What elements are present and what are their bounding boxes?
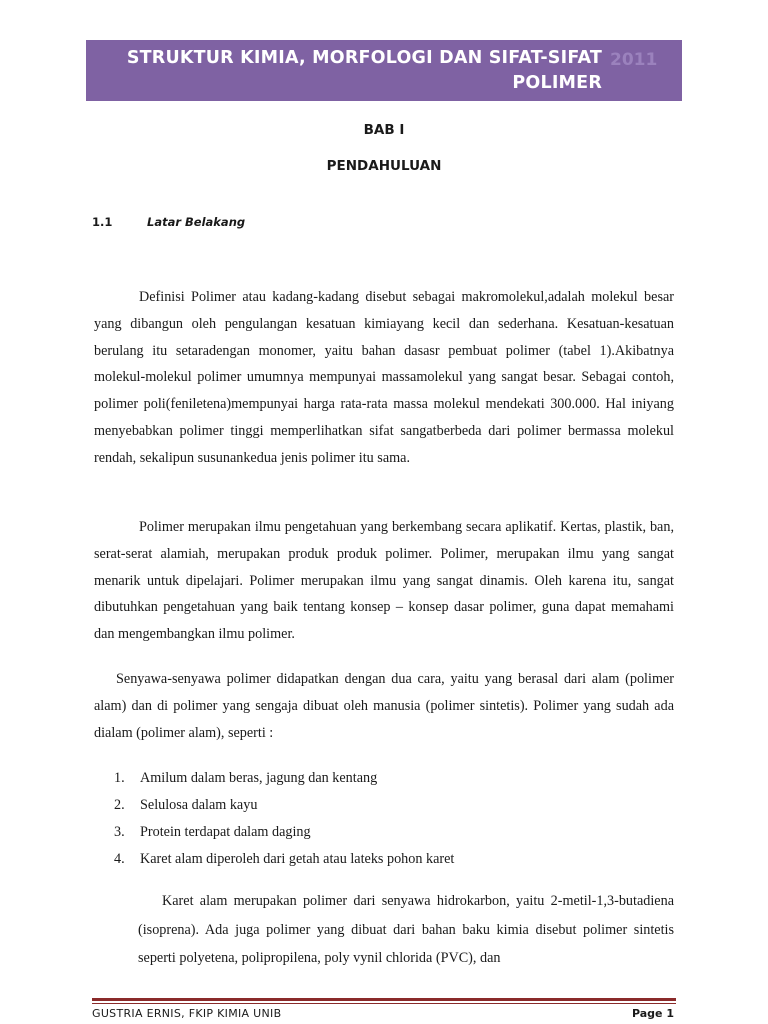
chapter-number: BAB I [363,122,405,138]
list-item: 3. Protein terdapat dalam daging [114,824,311,840]
paragraph-sources: Senyawa-senyawa polimer didapatkan dengan dua cara, yaitu yang berasal dari alam (polimer alam) dan di polimer yang sengaja dibuat oleh manusia (polimer sintetis). Polimer yang sudah ada dialam (polimer alam), seperti : [94,671,674,741]
section-heading [92,215,245,229]
document-title [86,46,602,96]
paragraph-rubber: Karet alam merupakan polimer dari senyawa hidrokarbon, yaitu 2-metil-1,3-butadiena (isoprena). Ada juga polimer yang dibuat dari bahan baku kimia disebut polimer sintetis seperti polyetena, polipropilena, poly vynil chlorida (PVC), dan [138,893,674,966]
page-number: Page 1 [631,1007,674,1020]
list-item: 1. Amilum dalam beras, jagung dan kentang [114,770,378,786]
footer-author: GUSTRIA ERNIS, FKIP KIMIA UNIB [92,1007,282,1020]
section-number: 1.1 [92,215,113,229]
footer-rule-thin [92,1003,676,1004]
list-item: 4. Karet alam diperoleh dari getah atau lateks pohon karet [114,851,455,867]
section-title: Latar Belakang [147,215,246,229]
title-line-2: POLIMER [512,73,602,93]
natural-polymer-list [114,765,454,873]
footer-rule [92,998,676,1001]
header-year: 2011 [610,50,658,70]
list-item: 2. Selulosa dalam kayu [114,797,258,813]
title-line-1: STRUKTUR KIMIA, MORFOLOGI DAN SIFAT-SIFAT [126,48,602,68]
paragraph-definition: Definisi Polimer atau kadang-kadang disebut sebagai makromolekul,adalah molekul besar yang dibangun oleh pengulangan kesatuan kimiayang kecil dan sederhana. Kesatuan-kesatuan berulang itu setaradengan monomer, yaitu bahan dasasr pembuat polimer (tabel 1).Akibatnya molekul-molekul polimer umumnya mempunyai massamolekul yang sangat besar. Sebagai contoh, polimer poli(feniletena)mempunyai harga rata-rata massa molekul mendekati 300.000. Hal iniyang menyebabkan polimer tinggi memperlihatkan sifat sangatberbeda dari polimer bermassa molekul rendah, sekalipun susunankedua jenis polimer itu sama. [94,289,674,466]
paragraph-science: Polimer merupakan ilmu pengetahuan yang berkembang secara aplikatif. Kertas, plastik, ban, serat-serat alamiah, merupakan produk produk polimer. Polimer, merupakan ilmu yang sangat menarik untuk dipelajari. Polimer merupakan ilmu yang sangat dinamis. Oleh karena itu, sangat dibutuhkan pengetahuan yang baik tentang konsep – konsep dasar polimer, guna dapat memahami dan mengembangkan ilmu polimer. [94,519,674,643]
chapter-title: PENDAHULUAN [326,158,442,174]
